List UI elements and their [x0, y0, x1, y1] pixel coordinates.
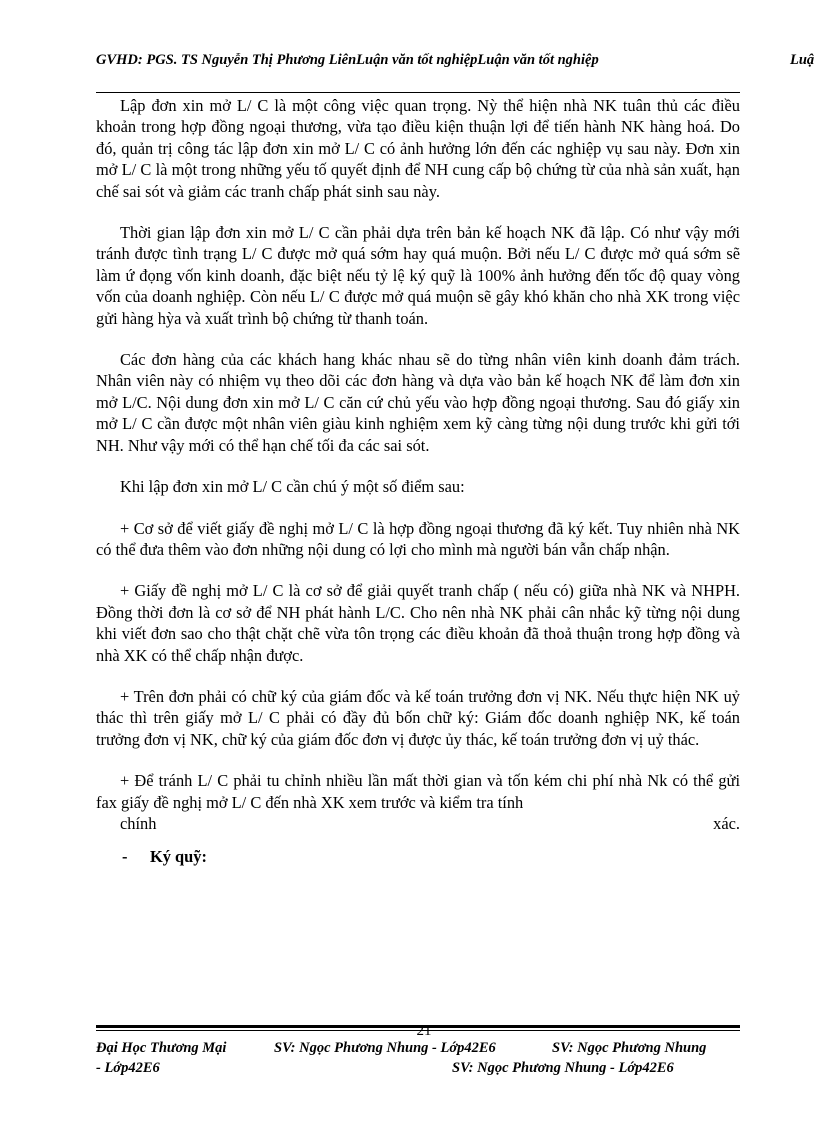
paragraph-2: Thời gian lập đơn xin mở L/ C cần phải dựa trên bản kế hoạch NK đã lập. Có như vậy mới tránh được tình trạng L/ C được mở quá sớm hay quá muộn. Bởi nếu L/ C được mở quá sớm sẽ làm ứ đọng vốn kinh doanh, đặc biệt nếu tỷ lệ ký quỹ là 100% ảnh hưởng đến tốc độ quay vòng vốn của doanh nghiệp. Còn nếu L/ C được mở quá muộn sẽ gây khó khăn cho nhà XK trong việc gửi hàng hỳa và xuất trình bộ chứng từ thanh toán.: [96, 223, 740, 328]
paragraph-7: + Trên đơn phải có chữ ký của giám đốc và kế toán trưởng đơn vị NK. Nếu thực hiện NK uỷ thác thì trên giấy mở L/ C phải có đầy đủ bốn chữ ký: Giám đốc doanh nghiệp NK, kế toán trưởng đơn vị NK, chữ ký của giám đốc đơn vị được ủy thác, kế toán trưởng đơn vị uỷ thác.: [96, 686, 740, 749]
paragraph-8: + Để tránh L/ C phải tu chỉnh nhiều lần mất thời gian và tốn kém chi phí nhà Nk có thể gửi fax giấy đề nghị mở L/ C đến nhà XK xem trước và kiểm tra tính: [96, 771, 740, 812]
page-header: [96, 48, 816, 74]
bullet-text: Ký quỹ:: [150, 847, 207, 867]
paragraph-4: Khi lập đơn xin mở L/ C cần chú ý một số điểm sau:: [120, 477, 465, 497]
last-line-right: xác.: [713, 813, 740, 833]
page-number: 21: [416, 1023, 432, 1039]
header-rule: [96, 92, 740, 93]
footer-student-2: SV: Ngọc Phương Nhung: [552, 1040, 707, 1056]
paragraph-6: + Giấy đề nghị mở L/ C là cơ sở để giải quyết tranh chấp ( nếu có) giữa nhà NK và NHPH. Đồng thời đơn là cơ sở để NH phát hành L/C. Cho nên nhà NK phải cân nhắc kỹ từng nội dung khi viết đơn sao cho thật chặt chẽ vừa tôn trọng các điều khoản đã thoả thuận trong hợp đồng và nhà XK có thể chấp nhận được.: [96, 581, 740, 665]
footer-student-1: SV: Ngọc Phương Nhung - Lớp42E6: [274, 1040, 496, 1056]
paragraph-5: + Cơ sở để viết giấy đề nghị mở L/ C là hợp đồng ngoại thương đã ký kết. Tuy nhiên nhà NK có thể đưa thêm vào đơn những nội dung có lợi cho mình mà người bán vẫn chấp nhận.: [96, 518, 740, 559]
bullet-dash: -: [122, 847, 128, 867]
paragraph-3: Các đơn hàng của các khách hang khác nhau sẽ do từng nhân viên kinh doanh đảm trách. Nhân viên này có nhiệm vụ theo dõi các đơn hàng và dựa vào bản kế hoạch NK để làm đơn xin mở L/C. Nội dung đơn xin mở L/ C căn cứ chủ yếu vào hợp đồng ngoại thương. Sau đó giấy xin mở L/ C cần được một nhân viên giàu kinh nghiệm xem kỹ càng từng nội dung trước khi gửi tới NH. Như vậy mới có thể hạn chế tối đa các sai sót.: [96, 350, 740, 455]
paragraph-8-last-line: [96, 813, 740, 834]
header-right-text: Luậ: [790, 52, 815, 68]
document-body: [96, 95, 740, 868]
footer-class: - Lớp42E6: [96, 1060, 160, 1076]
header-left-text: GVHD: PGS. TS Nguyễn Thị Phương LiênLuận văn tốt nghiệpLuận văn tốt nghiệp: [96, 52, 599, 68]
last-line-left: chính: [120, 813, 157, 833]
bullet-heading: [96, 846, 740, 867]
footer-student-3: SV: Ngọc Phương Nhung - Lớp42E6: [452, 1060, 674, 1076]
footer-school: Đại Học Thương Mại: [96, 1040, 227, 1056]
page-footer: [96, 1038, 756, 1078]
paragraph-1: Lập đơn xin mở L/ C là một công việc quan trọng. Nỳ thể hiện nhà NK tuân thủ các điều khoản trong hợp đồng ngoại thương, vừa tạo điều kiện thuận lợi để tiến hành NK hàng hoá. Do đó, quản trị công tác lập đơn xin mở L/ C có ảnh hưởng lớn đến các nghiệp vụ sau này. Đơn xin mở L/ C là một trong những yếu tố quyết định để NH cung cấp bộ chứng từ của nhà sản xuất, hạn chế sai sót và giảm các tranh chấp phát sinh sau này.: [96, 96, 740, 201]
